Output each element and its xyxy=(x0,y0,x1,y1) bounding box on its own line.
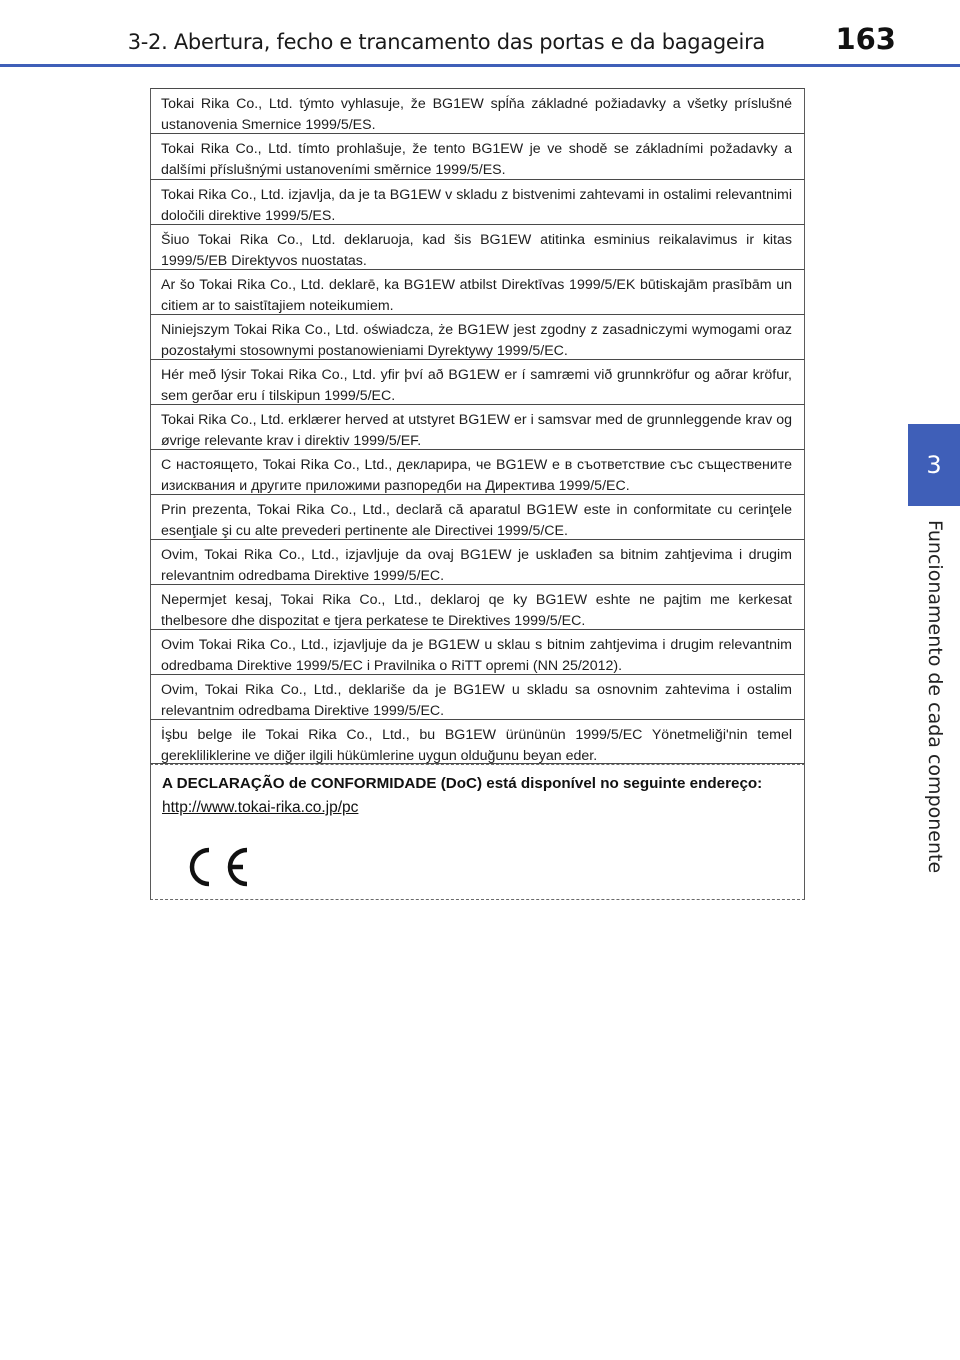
header-rule xyxy=(0,64,960,67)
doc-url-link[interactable]: http://www.tokai-rika.co.jp/pc xyxy=(162,799,359,816)
doc-statement: A DECLARAÇÃO de CONFORMIDADE (DoC) está disponível no seguinte endereço: xyxy=(162,775,763,792)
declaration-bulgarian: С настоящето, Tokai Rika Co., Ltd., декларира, че BG1EW е в съответствие със съществените изисквания и другите приложими разпоредби на Директива 1999/5/EC. xyxy=(150,449,805,494)
declaration-slovak: Tokai Rika Co., Ltd. týmto vyhlasuje, že BG1EW spĺňa základné požiadavky a všetky príslušné ustanovenia Smernice 1999/5/ES. xyxy=(150,88,805,133)
declaration-box xyxy=(150,88,805,900)
declaration-croatian: Ovim, Tokai Rika Co., Ltd., izjavljuje da ovaj BG1EW je usklađen sa bitnim zahtjevima i drugim relevantnim odredbama Direktive 1999/5/EC. xyxy=(150,539,805,584)
declaration-polish: Niniejszym Tokai Rika Co., Ltd. oświadcza, że BG1EW jest zgodny z zasadniczymi wymogami oraz pozostałymi stosownymi postanowieniami Dyrektywy 1999/5/EC. xyxy=(150,314,805,359)
doc-footer xyxy=(150,764,805,900)
declaration-croatian-ritt: Ovim Tokai Rika Co., Ltd., izjavljuje da je BG1EW u sklau s bitnim zahtjevima i drugim relevantnim odredbama Direktive 1999/5/EC i Pravilnika o RiTT opremi (NN 25/2012). xyxy=(150,629,805,674)
page-header xyxy=(0,0,960,66)
chapter-number: 3 xyxy=(926,451,942,479)
declaration-norwegian: Tokai Rika Co., Ltd. erklærer herved at utstyret BG1EW er i samsvar med de grunnleggende krav og øvrige relevante krav i direktiv 1999/5/EF. xyxy=(150,404,805,449)
declaration-czech: Tokai Rika Co., Ltd. tímto prohlašuje, že tento BG1EW je ve shodě se základními požadavky a dalšími příslušnými ustanoveními směrnice 1999/5/ES. xyxy=(150,133,805,179)
declaration-latvian: Ar šo Tokai Rika Co., Ltd. deklarē, ka BG1EW atbilst Direktīvas 1999/5/EK būtiskajām prasībām un citiem ar to saistītajiem noteikumiem. xyxy=(150,269,805,314)
declaration-romanian: Prin prezenta, Tokai Rika Co., Ltd., declară că aparatul BG1EW este in conformitate cu cerinţele esenţiale şi cu alte prevederi pertinente ale Directivei 1999/5/CE. xyxy=(150,494,805,539)
chapter-tab xyxy=(908,424,960,506)
declaration-albanian: Nepermjet kesaj, Tokai Rika Co., Ltd., deklaroj qe ky BG1EW eshte ne pajtim me kerkesat thelbesore dhe dispozitat e tjera perkatese te Direktives 1999/5/EC. xyxy=(150,584,805,629)
section-title: 3-2. Abertura, fecho e trancamento das portas e da bagageira xyxy=(127,30,765,54)
page-number: 163 xyxy=(835,22,896,56)
declaration-turkish: İşbu belge ile Tokai Rika Co., Ltd., bu BG1EW ürününün 1999/5/EC Yönetmeliği'nin temel gerekliliklerine ve diğer ilgili hükümlerine uygun olduğunu beyan eder. xyxy=(150,719,805,764)
declaration-slovenian: Tokai Rika Co., Ltd. izjavlja, da je ta BG1EW v skladu z bistvenimi zahtevami in ostalimi relevantnimi določili direktive 1999/5/ES. xyxy=(150,179,805,224)
chapter-label: Funcionamento de cada componente xyxy=(924,520,946,874)
ce-mark-icon xyxy=(179,845,255,889)
declaration-lithuanian: Šiuo Tokai Rika Co., Ltd. deklaruoja, kad šis BG1EW atitinka esminius reikalavimus ir kitas 1999/5/EB Direktyvos nuostatas. xyxy=(150,224,805,269)
declaration-serbian: Ovim, Tokai Rika Co., Ltd., deklariše da je BG1EW u skladu sa osnovnim zahtevima i ostalim relevantnim odredbama Direktive 1999/5/EC. xyxy=(150,674,805,719)
declaration-icelandic: Hér með lýsir Tokai Rika Co., Ltd. yfir því að BG1EW er í samræmi við grunnkröfur og aðrar kröfur, sem gerðar eru í tilskipun 1999/5/EC. xyxy=(150,359,805,404)
